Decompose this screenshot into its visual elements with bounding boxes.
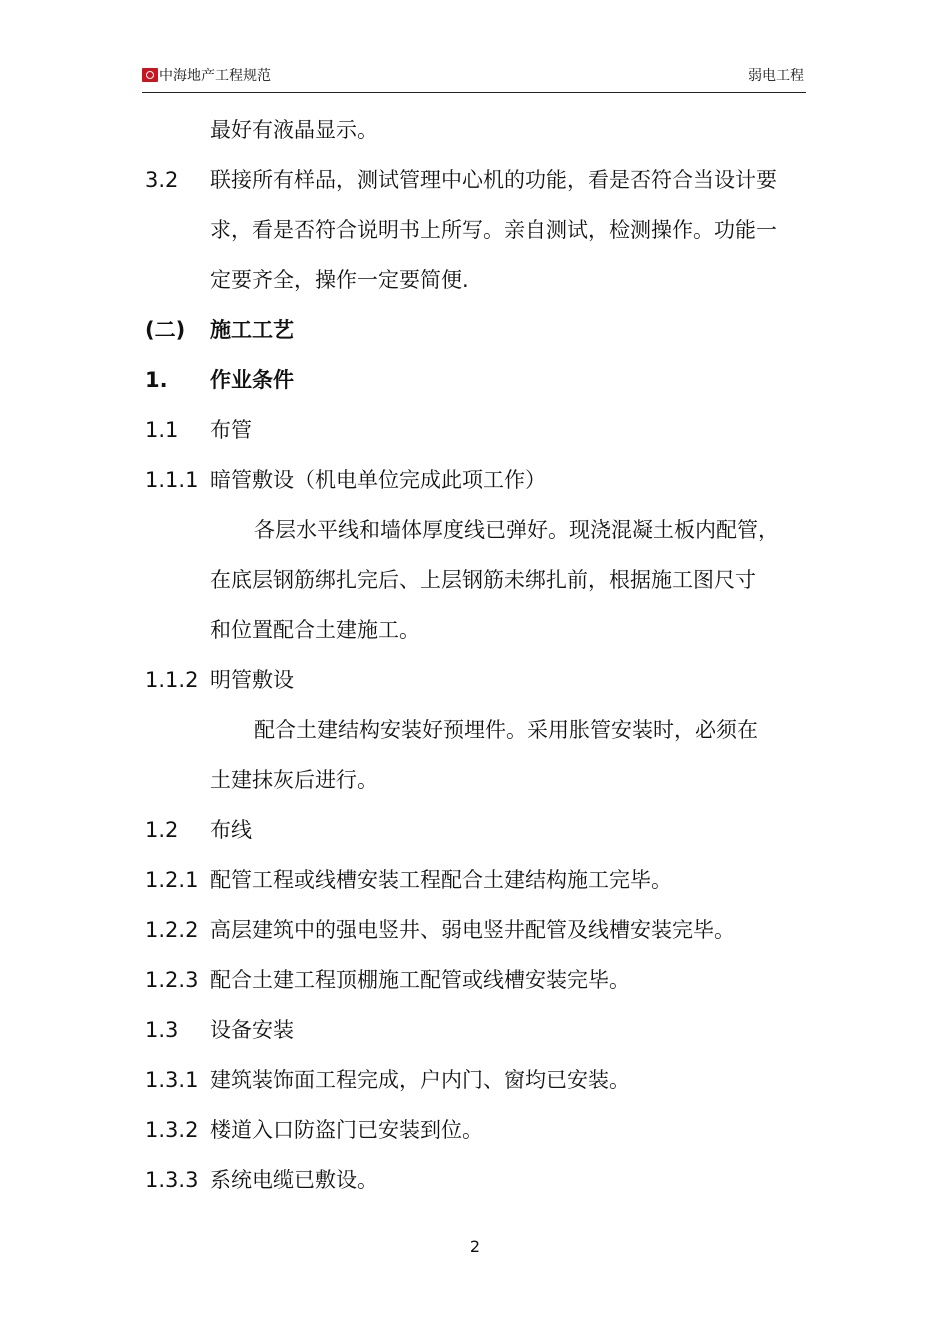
line-text: 布管 — [210, 418, 252, 442]
header-document-series: 中海地产工程规范 — [159, 68, 271, 84]
numbered-item-1-2-1 — [0, 860, 950, 900]
line-text: 布线 — [210, 818, 252, 842]
line-text: 求，看是否符合说明书上所写。亲自测试，检测操作。功能一 — [210, 218, 777, 242]
numbered-item-1-2-2 — [0, 910, 950, 950]
numbered-item-1-1-1 — [0, 460, 950, 500]
numbered-item-3-2 — [0, 160, 950, 200]
item-number: 1.1.2 — [145, 668, 199, 692]
subsection-number: 1. — [145, 368, 168, 392]
item-number: 3.2 — [145, 168, 179, 192]
numbered-item-1-2-3 — [0, 960, 950, 1000]
line-text: 明管敷设 — [210, 668, 294, 692]
paragraph-line — [0, 610, 950, 650]
item-number: 1.2.3 — [145, 968, 199, 992]
numbered-item-1-3-3 — [0, 1160, 950, 1200]
item-number: 1.2.1 — [145, 868, 199, 892]
paragraph-line — [0, 760, 950, 800]
item-number: 1.2.2 — [145, 918, 199, 942]
paragraph-line — [0, 560, 950, 600]
numbered-item-1-1-2 — [0, 660, 950, 700]
line-text: 定要齐全，操作一定要简便. — [210, 268, 469, 292]
line-text: 和位置配合土建施工。 — [210, 618, 420, 642]
line-text: 最好有液晶显示。 — [210, 118, 378, 142]
subsection-heading — [0, 360, 950, 400]
item-number: 1.1.1 — [145, 468, 199, 492]
text-line — [0, 260, 950, 300]
section-title: 施工工艺 — [210, 318, 294, 342]
header-section-title: 弱电工程 — [748, 68, 804, 84]
item-number: 1.3.2 — [145, 1118, 199, 1142]
line-text: 配管工程或线槽安装工程配合土建结构施工完毕。 — [210, 868, 672, 892]
line-text: 高层建筑中的强电竖井、弱电竖井配管及线槽安装完毕。 — [210, 918, 735, 942]
numbered-item-1-3-2 — [0, 1110, 950, 1150]
company-logo-icon — [142, 68, 158, 82]
text-line — [0, 110, 950, 150]
line-text: 建筑装饰面工程完成，户内门、窗均已安装。 — [210, 1068, 630, 1092]
numbered-item-1-2 — [0, 810, 950, 850]
paragraph-line — [0, 510, 950, 550]
line-text: 各层水平线和墙体厚度线已弹好。现浇混凝土板内配管， — [254, 518, 779, 542]
line-text: 系统电缆已敷设。 — [210, 1168, 378, 1192]
page-number: 2 — [469, 1237, 481, 1256]
line-text: 在底层钢筋绑扎完后、上层钢筋未绑扎前，根据施工图尺寸 — [210, 568, 756, 592]
line-text: 暗管敷设（机电单位完成此项工作） — [210, 468, 546, 492]
line-text: 土建抹灰后进行。 — [210, 768, 378, 792]
section-number: (二) — [145, 318, 186, 342]
subsection-title: 作业条件 — [210, 368, 294, 392]
text-line — [0, 210, 950, 250]
item-number: 1.3.3 — [145, 1168, 199, 1192]
line-text: 联接所有样品，测试管理中心机的功能，看是否符合当设计要 — [210, 168, 777, 192]
item-number: 1.2 — [145, 818, 179, 842]
numbered-item-1-3 — [0, 1010, 950, 1050]
line-text: 配合土建工程顶棚施工配管或线槽安装完毕。 — [210, 968, 630, 992]
section-heading — [0, 310, 950, 350]
item-number: 1.3.1 — [145, 1068, 199, 1092]
page-header — [142, 66, 806, 93]
line-text: 设备安装 — [210, 1018, 294, 1042]
paragraph-line — [0, 710, 950, 750]
numbered-item-1-1 — [0, 410, 950, 450]
item-number: 1.1 — [145, 418, 179, 442]
numbered-item-1-3-1 — [0, 1060, 950, 1100]
line-text: 楼道入口防盗门已安装到位。 — [210, 1118, 483, 1142]
item-number: 1.3 — [145, 1018, 179, 1042]
line-text: 配合土建结构安装好预埋件。采用胀管安装时，必须在 — [254, 718, 758, 742]
